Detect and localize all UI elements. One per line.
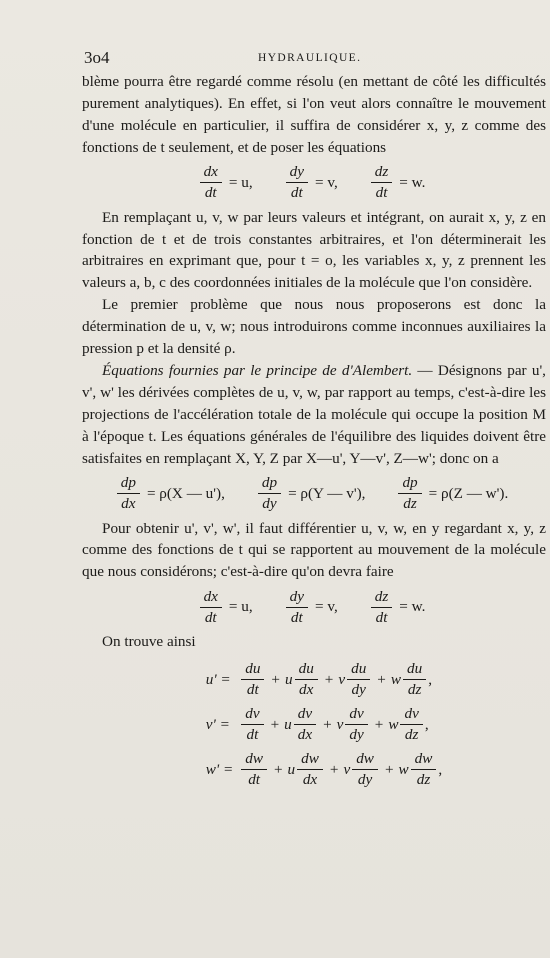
coefficient: w: [388, 715, 399, 733]
equation-term: [284, 588, 343, 627]
operator: +: [271, 670, 280, 688]
paragraph-4-text: — Désignons par u', v', w' les dérivées complètes de u, v, w, par rapport au temps, c'est-à-dire les projections de l'accélération totale de la molécule qui occupe la position M à l'époque t. Les équations générales de l'équilibre des liquides doivent être satisfaites en remplaçant X, Y, Z par X—u', Y—v', Z—w'; donc on a: [82, 361, 546, 467]
punctuation: ,: [424, 715, 429, 733]
operator: +: [377, 670, 386, 688]
equation-rhs: = u,: [228, 173, 253, 191]
coefficient: w: [390, 670, 402, 688]
coefficient: u: [284, 715, 292, 733]
paragraph-6: On trouve ainsi: [102, 633, 196, 651]
fraction: [400, 705, 422, 744]
fraction: [258, 474, 281, 513]
denominator: dt: [375, 184, 388, 202]
operator: +: [329, 760, 339, 778]
numerator: dw: [411, 750, 437, 770]
denominator: dt: [204, 608, 217, 626]
coefficient: u: [287, 760, 296, 778]
equation-rhs: = ρ(Y — v'),: [288, 484, 366, 502]
operator: +: [324, 670, 334, 688]
equation-term: [115, 474, 230, 513]
coefficient: w: [398, 760, 409, 778]
paragraph-1: blème pourra être regardé comme résolu (en mettant de côté les difficultés purement analytiques). En effet, si l'on veut alors connaître le mouvement d'une molécule en particulier, il suffira de considérer x, y, z comme des fonctions de t seulement, et de poser les équations: [82, 73, 546, 156]
denominator: dz: [404, 726, 419, 744]
equation-row: [239, 747, 442, 792]
punctuation: ,: [428, 670, 432, 688]
numerator: dx: [200, 588, 222, 608]
denominator: dt: [248, 771, 261, 789]
coefficient: v: [338, 670, 346, 688]
numerator: dv: [241, 705, 263, 725]
equation-rhs: = ρ(X — u'),: [146, 484, 225, 502]
fraction: [297, 750, 323, 789]
paragraph-5: Pour obtenir u', v', w', il faut différentier u, v, w, en y regardant x, y, z comme des fonctions de t qui se rapportent au mouvement de la molécule que nous considérons; c'est-à-dire qu'on devra faire: [82, 519, 546, 581]
equation-term: [284, 163, 343, 202]
punctuation: ,: [438, 760, 443, 778]
numerator: dp: [398, 474, 421, 494]
fraction: [241, 660, 264, 699]
equation-row: [239, 702, 442, 747]
equation-rhs: = w.: [399, 173, 426, 191]
denominator: dy: [357, 771, 373, 789]
paragraph-2: En remplaçant u, v, w par leurs valeurs et intégrant, on aurait x, y, z en fonction de t et de trois constantes arbitraires, et l'on déterminerait les arbitraires en exprimant que, pour t = o, les variables x, y, z prennent les valeurs a, b, c des coordonnées initiales de la molécule que l'on considère.: [82, 208, 546, 292]
page-number: 3o4: [84, 48, 110, 67]
equation-term: [198, 588, 258, 627]
numerator: dv: [294, 705, 316, 725]
equation-lhs: u' =: [205, 670, 231, 688]
fraction: [352, 750, 378, 789]
numerator: dp: [258, 474, 281, 494]
numerator: dp: [117, 474, 140, 494]
equation-rhs: = u,: [228, 598, 253, 616]
coefficient: u: [285, 670, 293, 688]
fraction: [200, 163, 222, 202]
equation-trajectory: [82, 583, 546, 631]
denominator: dt: [246, 681, 259, 699]
denominator: dt: [375, 608, 388, 626]
numerator: du: [403, 660, 426, 680]
operator: +: [323, 715, 332, 733]
numerator: du: [347, 660, 370, 680]
fraction: [286, 163, 308, 202]
equation-dalembert: [82, 470, 546, 518]
numerator: du: [241, 660, 264, 680]
fraction: [371, 163, 393, 202]
fraction: [347, 660, 370, 699]
numerator: dw: [241, 750, 267, 770]
denominator: dz: [403, 495, 417, 512]
equation-rhs: = v,: [315, 598, 338, 616]
fraction: [411, 750, 437, 789]
fraction: [345, 705, 367, 744]
fraction: [294, 705, 316, 744]
denominator: dz: [407, 681, 422, 699]
numerator: du: [295, 660, 318, 680]
fraction: [295, 660, 318, 699]
paragraph-4: [82, 360, 546, 470]
fraction: [286, 588, 308, 627]
equation-term: [198, 163, 258, 202]
running-title: HYDRAULIQUE.: [258, 52, 362, 64]
fraction: [241, 750, 267, 789]
denominator: dx: [121, 495, 136, 512]
denominator: dt: [290, 608, 303, 626]
fraction: [241, 705, 263, 744]
numerator: dx: [200, 163, 222, 183]
denominator: dt: [290, 184, 303, 202]
denominator: dx: [297, 726, 313, 744]
numerator: dw: [352, 750, 378, 770]
numerator: dz: [371, 588, 393, 608]
equation-system-accelerations: [102, 657, 546, 792]
page-body: [82, 71, 546, 792]
operator: +: [273, 760, 283, 778]
fraction: [371, 588, 393, 627]
denominator: dx: [299, 681, 314, 699]
coefficient: v: [343, 760, 351, 778]
numerator: dz: [371, 163, 393, 183]
fraction: [398, 474, 421, 513]
equation-lhs: w' =: [205, 760, 234, 778]
equation-term: [396, 474, 513, 513]
numerator: dy: [286, 163, 308, 183]
operator: +: [270, 715, 280, 733]
equation-term: [256, 474, 371, 513]
operator: +: [384, 760, 394, 778]
denominator: dt: [204, 184, 217, 202]
coefficient: v: [336, 715, 344, 733]
numerator: dy: [286, 588, 308, 608]
denominator: dy: [349, 726, 364, 744]
page-header: [82, 48, 522, 68]
fraction: [117, 474, 140, 513]
numerator: dv: [345, 705, 367, 725]
equation-rhs: = w.: [399, 598, 426, 616]
paragraph-3: Le premier problème que nous nous proposerons est donc la détermination de u, v, w; nous introduirons comme inconnues auxiliaires la pression p et la densité ρ.: [82, 296, 546, 358]
fraction: [200, 588, 222, 627]
denominator: dy: [262, 495, 277, 512]
equation-rhs: = v,: [315, 173, 338, 191]
numerator: dv: [400, 705, 422, 725]
equation-term: [369, 588, 431, 627]
equation-velocity-components: [82, 159, 546, 207]
operator: +: [374, 715, 384, 733]
numerator: dw: [297, 750, 323, 770]
equation-term: [369, 163, 431, 202]
equation-row: [239, 657, 442, 702]
equation-lhs: v' =: [205, 715, 230, 733]
denominator: dt: [246, 726, 259, 744]
equation-rhs: = ρ(Z — w').: [428, 484, 509, 502]
denominator: dy: [351, 681, 366, 699]
fraction: [403, 660, 426, 699]
denominator: dx: [302, 771, 318, 789]
section-title: Équations fournies par le principe de d'Alembert.: [102, 361, 413, 379]
denominator: dz: [416, 771, 431, 789]
